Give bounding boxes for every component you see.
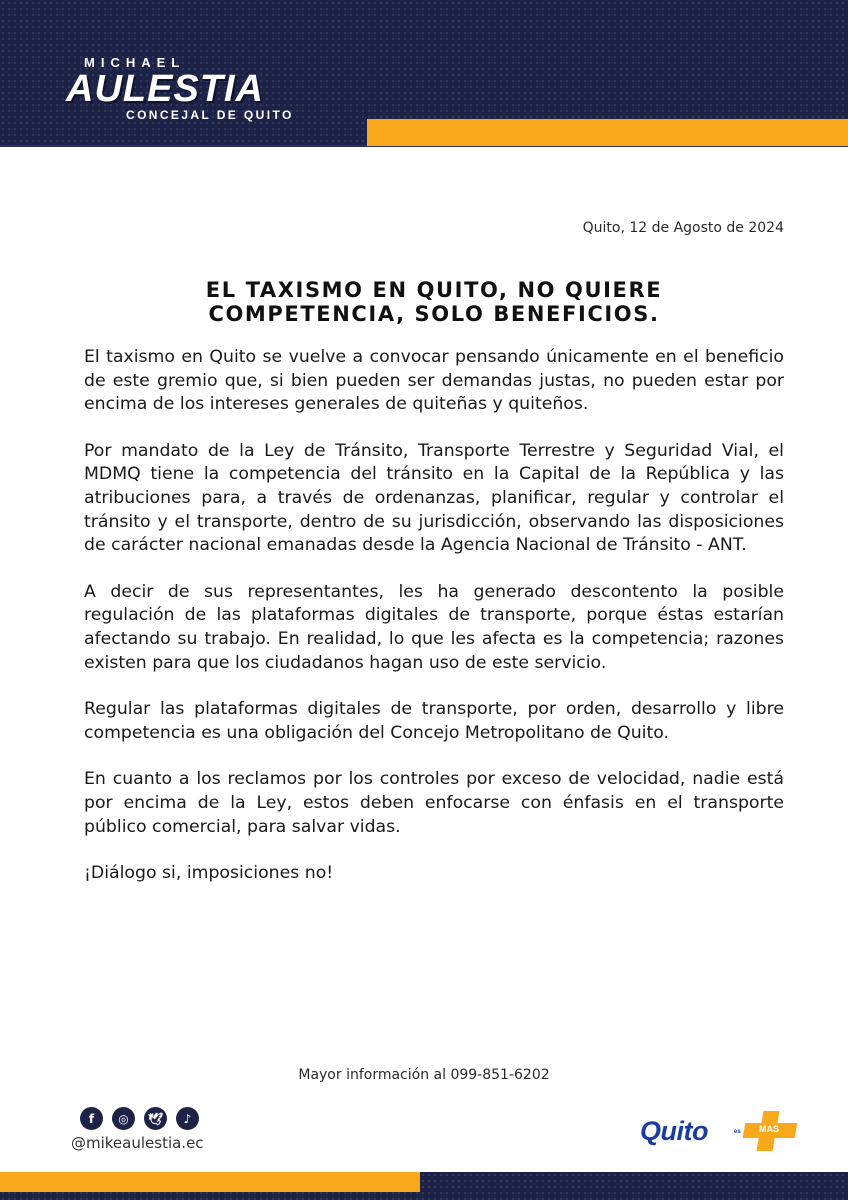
quito-wordmark: Quito	[640, 1116, 708, 1146]
document-date: Quito, 12 de Agosto de 2024	[582, 220, 784, 236]
facebook-glyph: f	[88, 1111, 95, 1126]
instagram-glyph: ◎	[118, 1111, 129, 1126]
paragraph-5: En cuanto a los reclamos por los controles por exceso de velocidad, nadie está por encima de la Ley, estos deben enfocarse con énfasis en el transporte público comercial, para salvar vidas.	[84, 769, 784, 837]
tiktok-glyph: ♪	[183, 1111, 192, 1126]
closing-slogan: ¡Diálogo si, imposiciones no!	[84, 863, 334, 884]
document-body	[84, 346, 784, 886]
quito-mas-logo	[640, 1109, 800, 1155]
quito-mas-text: MAS	[759, 1124, 779, 1134]
document-title	[84, 278, 784, 326]
title-line-1: EL TAXISMO EN QUITO, NO QUIERE	[205, 278, 663, 302]
paragraph-4: Regular las plataformas digitales de transporte, por orden, desarrollo y libre competencia es una obligación del Concejo Metropolitano de Quito.	[84, 699, 784, 743]
contact-info: Mayor información al 099-851-6202	[298, 1067, 550, 1083]
brand-logo	[66, 55, 328, 123]
brand-last-name: AULESTIA	[66, 68, 264, 110]
brand-role: CONCEJAL DE QUITO	[126, 108, 294, 122]
footer-accent-bar	[0, 1172, 420, 1192]
paragraph-1: El taxismo en Quito se vuelve a convocar pensando únicamente en el beneficio de este gremio que, si bien pueden ser demandas justas, no pueden estar por encima de los intereses generales de quiteñas y quiteños.	[84, 347, 784, 415]
facebook-icon[interactable]	[80, 1107, 103, 1130]
instagram-icon[interactable]	[112, 1107, 135, 1130]
header-accent-bar	[367, 119, 848, 146]
twitter-glyph: 🕊	[147, 1111, 164, 1126]
paragraph-3: A decir de sus representantes, les ha generado descontento la posible regulación de las plataformas digitales de transporte, porque éstas estarían afectando su trabajo. En realidad, lo que les afecta es la competencia; razones existen para que los ciudadanos hagan uso de este servicio.	[84, 581, 784, 673]
tiktok-icon[interactable]	[176, 1107, 199, 1130]
brand-first-name: MICHAEL	[84, 55, 186, 70]
paragraph-2: Por mandato de la Ley de Tránsito, Transporte Terrestre y Seguridad Vial, el MDMQ tiene la competencia del tránsito en la Capital de la República y las atribuciones para, a través de ordenanzas, planificar, regular y controlar el tránsito y el transporte, dentro de su jurisdicción, observando las disposiciones de carácter nacional emanadas desde la Agencia Nacional de Tránsito - ANT.	[84, 440, 784, 556]
social-icons	[80, 1107, 199, 1131]
title-line-2: COMPETENCIA, SOLO BENEFICIOS.	[208, 302, 660, 326]
twitter-icon[interactable]	[144, 1107, 167, 1130]
social-handle[interactable]: @mikeaulestia.ec	[71, 1134, 204, 1152]
quito-es-text: es	[734, 1129, 741, 1135]
